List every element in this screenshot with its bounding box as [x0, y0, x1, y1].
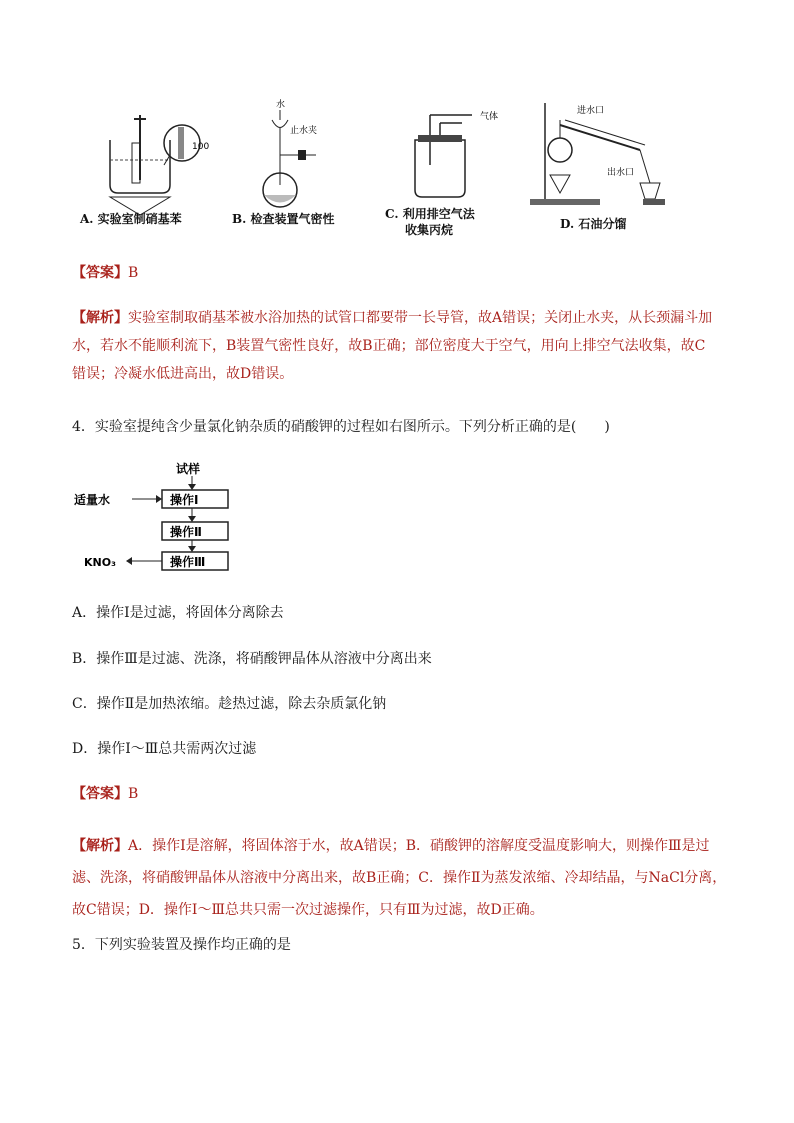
q4-stem: 4．实验室提纯含少量氯化钠杂质的硝酸钾的过程如右图所示。下列分析正确的是( ) [72, 419, 610, 435]
q4-analysis-line3: 故C错误；D．操作Ⅰ～Ⅲ总共只需一次过滤操作，只有Ⅲ为过滤，故D正确。 [72, 902, 544, 918]
flow-op3-label: 操作Ⅲ [170, 555, 206, 569]
figure-c-caption-line2: 收集丙烷 [405, 223, 454, 237]
q4-option-c: C．操作Ⅱ是加热浓缩。趁热过滤，除去杂质氯化钠 [72, 696, 387, 712]
flow-op2-label: 操作Ⅱ [170, 525, 202, 539]
figure-b-apparatus [250, 95, 340, 215]
q4-analysis [72, 830, 732, 926]
q4-option-b: B．操作Ⅲ是过滤、洗涤，将硝酸钾晶体从溶液中分离出来 [72, 651, 432, 667]
q3-answer-tag: 【答案】 [72, 265, 128, 281]
q4-flow-diagram [72, 460, 247, 575]
q3-analysis-line1: 实验室制取硝基苯被水浴加热的试管口都要带一长导管，故A错误；关闭止水夹，从长颈漏斗加 [128, 310, 713, 326]
flow-water-label: 适量水 [74, 493, 111, 507]
apparatus-figures [70, 95, 670, 245]
figure-d-caption: D. 石油分馏 [560, 217, 627, 231]
q3-answer-value: B [128, 265, 139, 281]
figure-d-label-in: 进水口 [577, 106, 605, 116]
figure-c-caption-line1: C. 利用排空气法 [385, 207, 475, 221]
figure-b-label-water: 水 [276, 100, 286, 110]
flow-op1-label: 操作Ⅰ [170, 493, 199, 507]
figure-d-label-out: 出水口 [607, 168, 635, 178]
figure-a-label-100: 100 [192, 142, 210, 152]
flow-product-label: KNO₃ [84, 556, 116, 569]
figure-a-caption: A. 实验室制硝基苯 [80, 212, 182, 226]
q3-answer [72, 262, 138, 282]
q4-analysis-line1: A．操作Ⅰ是溶解，将固体溶于水，故A错误；B．硝酸钾的溶解度受温度影响大，则操作Ⅲ是过 [128, 838, 710, 854]
q4-answer-tag: 【答案】 [72, 786, 128, 802]
q4-option-a: A．操作Ⅰ是过滤，将固体分离除去 [72, 605, 284, 621]
q4-option-d: D．操作Ⅰ～Ⅲ总共需两次过滤 [72, 741, 257, 757]
figure-d-apparatus [525, 95, 670, 207]
q3-analysis-line2: 水，若水不能顺利流下，B装置气密性良好，故B正确；部位密度大于空气，用向上排空气法收集，故C [72, 338, 706, 354]
q3-analysis-tag: 【解析】 [72, 310, 128, 326]
q3-analysis-line3: 错误；冷凝水低进高出，故D错误。 [72, 366, 294, 382]
figure-c-apparatus [400, 105, 510, 205]
q4-answer [72, 783, 138, 803]
figure-b-label-clamp: 止水夹 [290, 126, 318, 136]
q4-answer-value: B [128, 786, 139, 802]
q5-stem: 5．下列实验装置及操作均正确的是 [72, 937, 291, 953]
q4-analysis-tag: 【解析】 [72, 838, 128, 854]
figure-b-caption: B. 检查装置气密性 [232, 212, 335, 226]
q4-analysis-line2: 滤、洗涤，将硝酸钾晶体从溶液中分离出来，故B正确；C．操作Ⅱ为蒸发浓缩、冷却结晶，与NaCl分离， [72, 870, 727, 886]
flow-sample-label: 试样 [176, 462, 201, 476]
q3-analysis [72, 304, 732, 388]
figure-c-label-gas: 气体 [480, 112, 499, 122]
figure-a-apparatus [90, 105, 210, 215]
